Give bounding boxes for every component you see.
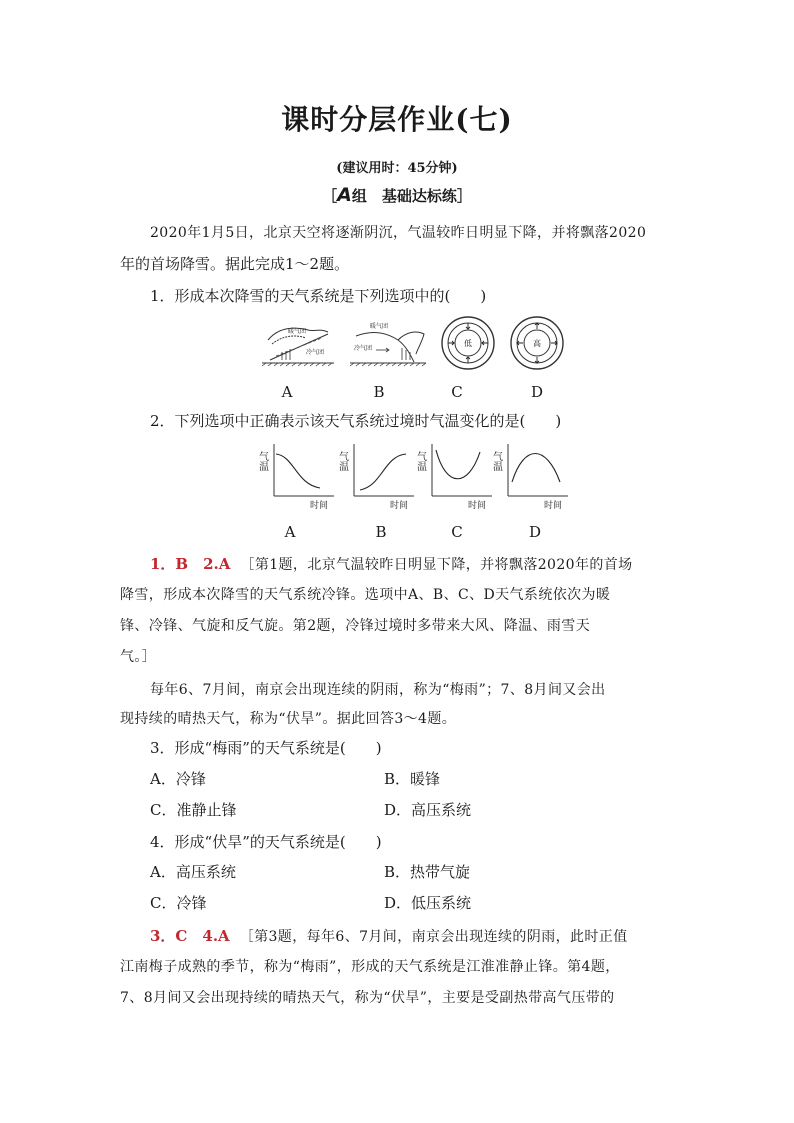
q2-option-d: D [528, 523, 542, 541]
q3-option-b: B．暖锋 [384, 770, 441, 788]
q4-option-d: D．低压系统 [384, 894, 472, 912]
q4-option-a: A．高压系统 [150, 863, 236, 881]
group-heading [0, 184, 794, 206]
cold-air-label-b: 冷气团 [354, 345, 373, 352]
passage1-line1: 2020年1月5日，北京天空将逐渐阴沉，气温较昨日明显下降，并将飘落2020 [150, 225, 647, 241]
answer-2-explanation-start: ［第3题，每年6、7月间，南京会出现连续的阴雨，此时正值 [239, 929, 628, 945]
q1-figure-b-cold-front [350, 320, 426, 366]
y-axis-label-d: 气温 [490, 451, 502, 471]
question-1: 1．形成本次降雪的天气系统是下列选项中的( ) [150, 287, 487, 305]
passage2-line1: 每年6、7月间，南京会出现连续的阴雨，称为“梅雨”；7、8月间又会出 [150, 682, 606, 698]
x-axis-label-c: 时间 [468, 501, 487, 511]
q2-graph-a [256, 440, 336, 512]
q1-option-a: A [281, 383, 293, 401]
y-axis-label-b: 气温 [336, 451, 348, 471]
answer-1-line4: 气。］ [120, 649, 157, 665]
q1-figure-c-cyclone [440, 315, 496, 371]
y-axis-label-a: 气温 [256, 451, 268, 471]
x-axis-label-b: 时间 [390, 501, 409, 511]
bracket-right: ］ [456, 187, 472, 205]
q2-option-b: B [375, 523, 387, 541]
q2-option-a: A [284, 523, 296, 541]
q1-option-d: D [530, 383, 544, 401]
q3-option-a: A．冷锋 [150, 770, 206, 788]
cold-air-label: 冷气团 [306, 349, 325, 356]
q1-option-c: C [451, 383, 463, 401]
high-label: 高 [533, 339, 541, 348]
q4-option-b: B．热带气旋 [384, 863, 471, 881]
answer-2-key: 3．C 4.A [150, 927, 230, 945]
answer-1-key: 1．B 2.A [150, 555, 231, 573]
page-title: 课时分层作业(七) [281, 103, 513, 136]
q3-option-c: C．准静止锋 [150, 801, 237, 819]
q1-figure-d-anticyclone [509, 315, 565, 371]
y-axis-label-c: 气温 [414, 451, 426, 471]
question-3: 3．形成“梅雨”的天气系统是( ) [150, 739, 382, 757]
low-label: 低 [464, 339, 472, 348]
q1-figure-a-warm-front [262, 320, 334, 366]
group-label: 组 基础达标练 [351, 187, 457, 205]
warm-air-label: 暖气团 [288, 328, 307, 335]
answer-1-explanation-start: ［第1题，北京气温较昨日明显下降，并将飘落2020年的首场 [240, 557, 633, 573]
answer-2-line2: 江南梅子成熟的季节，称为“梅雨”，形成的天气系统是江淮准静止锋。第4题， [120, 959, 620, 975]
answer-1-line3: 锋、冷锋、气旋和反气旋。第2题，冷锋过境时多带来大风、降温、雨雪天 [120, 618, 591, 634]
passage1-line2: 年的首场降雪。据此完成1～2题。 [120, 255, 350, 273]
q3-option-d: D．高压系统 [384, 801, 472, 819]
passage2-line2: 现持续的晴热天气，称为“伏旱”。据此回答3～4题。 [120, 711, 457, 727]
q2-graph-c [414, 440, 494, 512]
answer-1-line2: 降雪，形成本次降雪的天气系统冷锋。选项中A、B、C、D天气系统依次为暖 [120, 587, 611, 603]
q2-option-c: C [451, 523, 463, 541]
group-letter: A [337, 184, 352, 206]
warm-air-label-b: 暖气团 [370, 323, 389, 330]
q4-option-c: C．冷锋 [150, 894, 207, 912]
answer-1-line1 [150, 554, 633, 575]
q2-graph-b [336, 440, 416, 512]
question-4: 4．形成“伏旱”的天气系统是( ) [150, 833, 382, 851]
suggested-time: (建议用时：45分钟) [336, 161, 458, 176]
q1-option-b: B [373, 383, 385, 401]
q2-graph-d [490, 440, 570, 512]
answer-2-line3: 7、8月间又会出现持续的晴热天气，称为“伏旱”，主要是受副热带高气压带的 [120, 990, 615, 1006]
answer-2-line1 [150, 926, 628, 947]
question-2: 2．下列选项中正确表示该天气系统过境时气温变化的是( ) [150, 412, 562, 430]
x-axis-label-d: 时间 [544, 501, 563, 511]
x-axis-label-a: 时间 [310, 501, 329, 511]
bracket-left: ［ [322, 187, 338, 205]
